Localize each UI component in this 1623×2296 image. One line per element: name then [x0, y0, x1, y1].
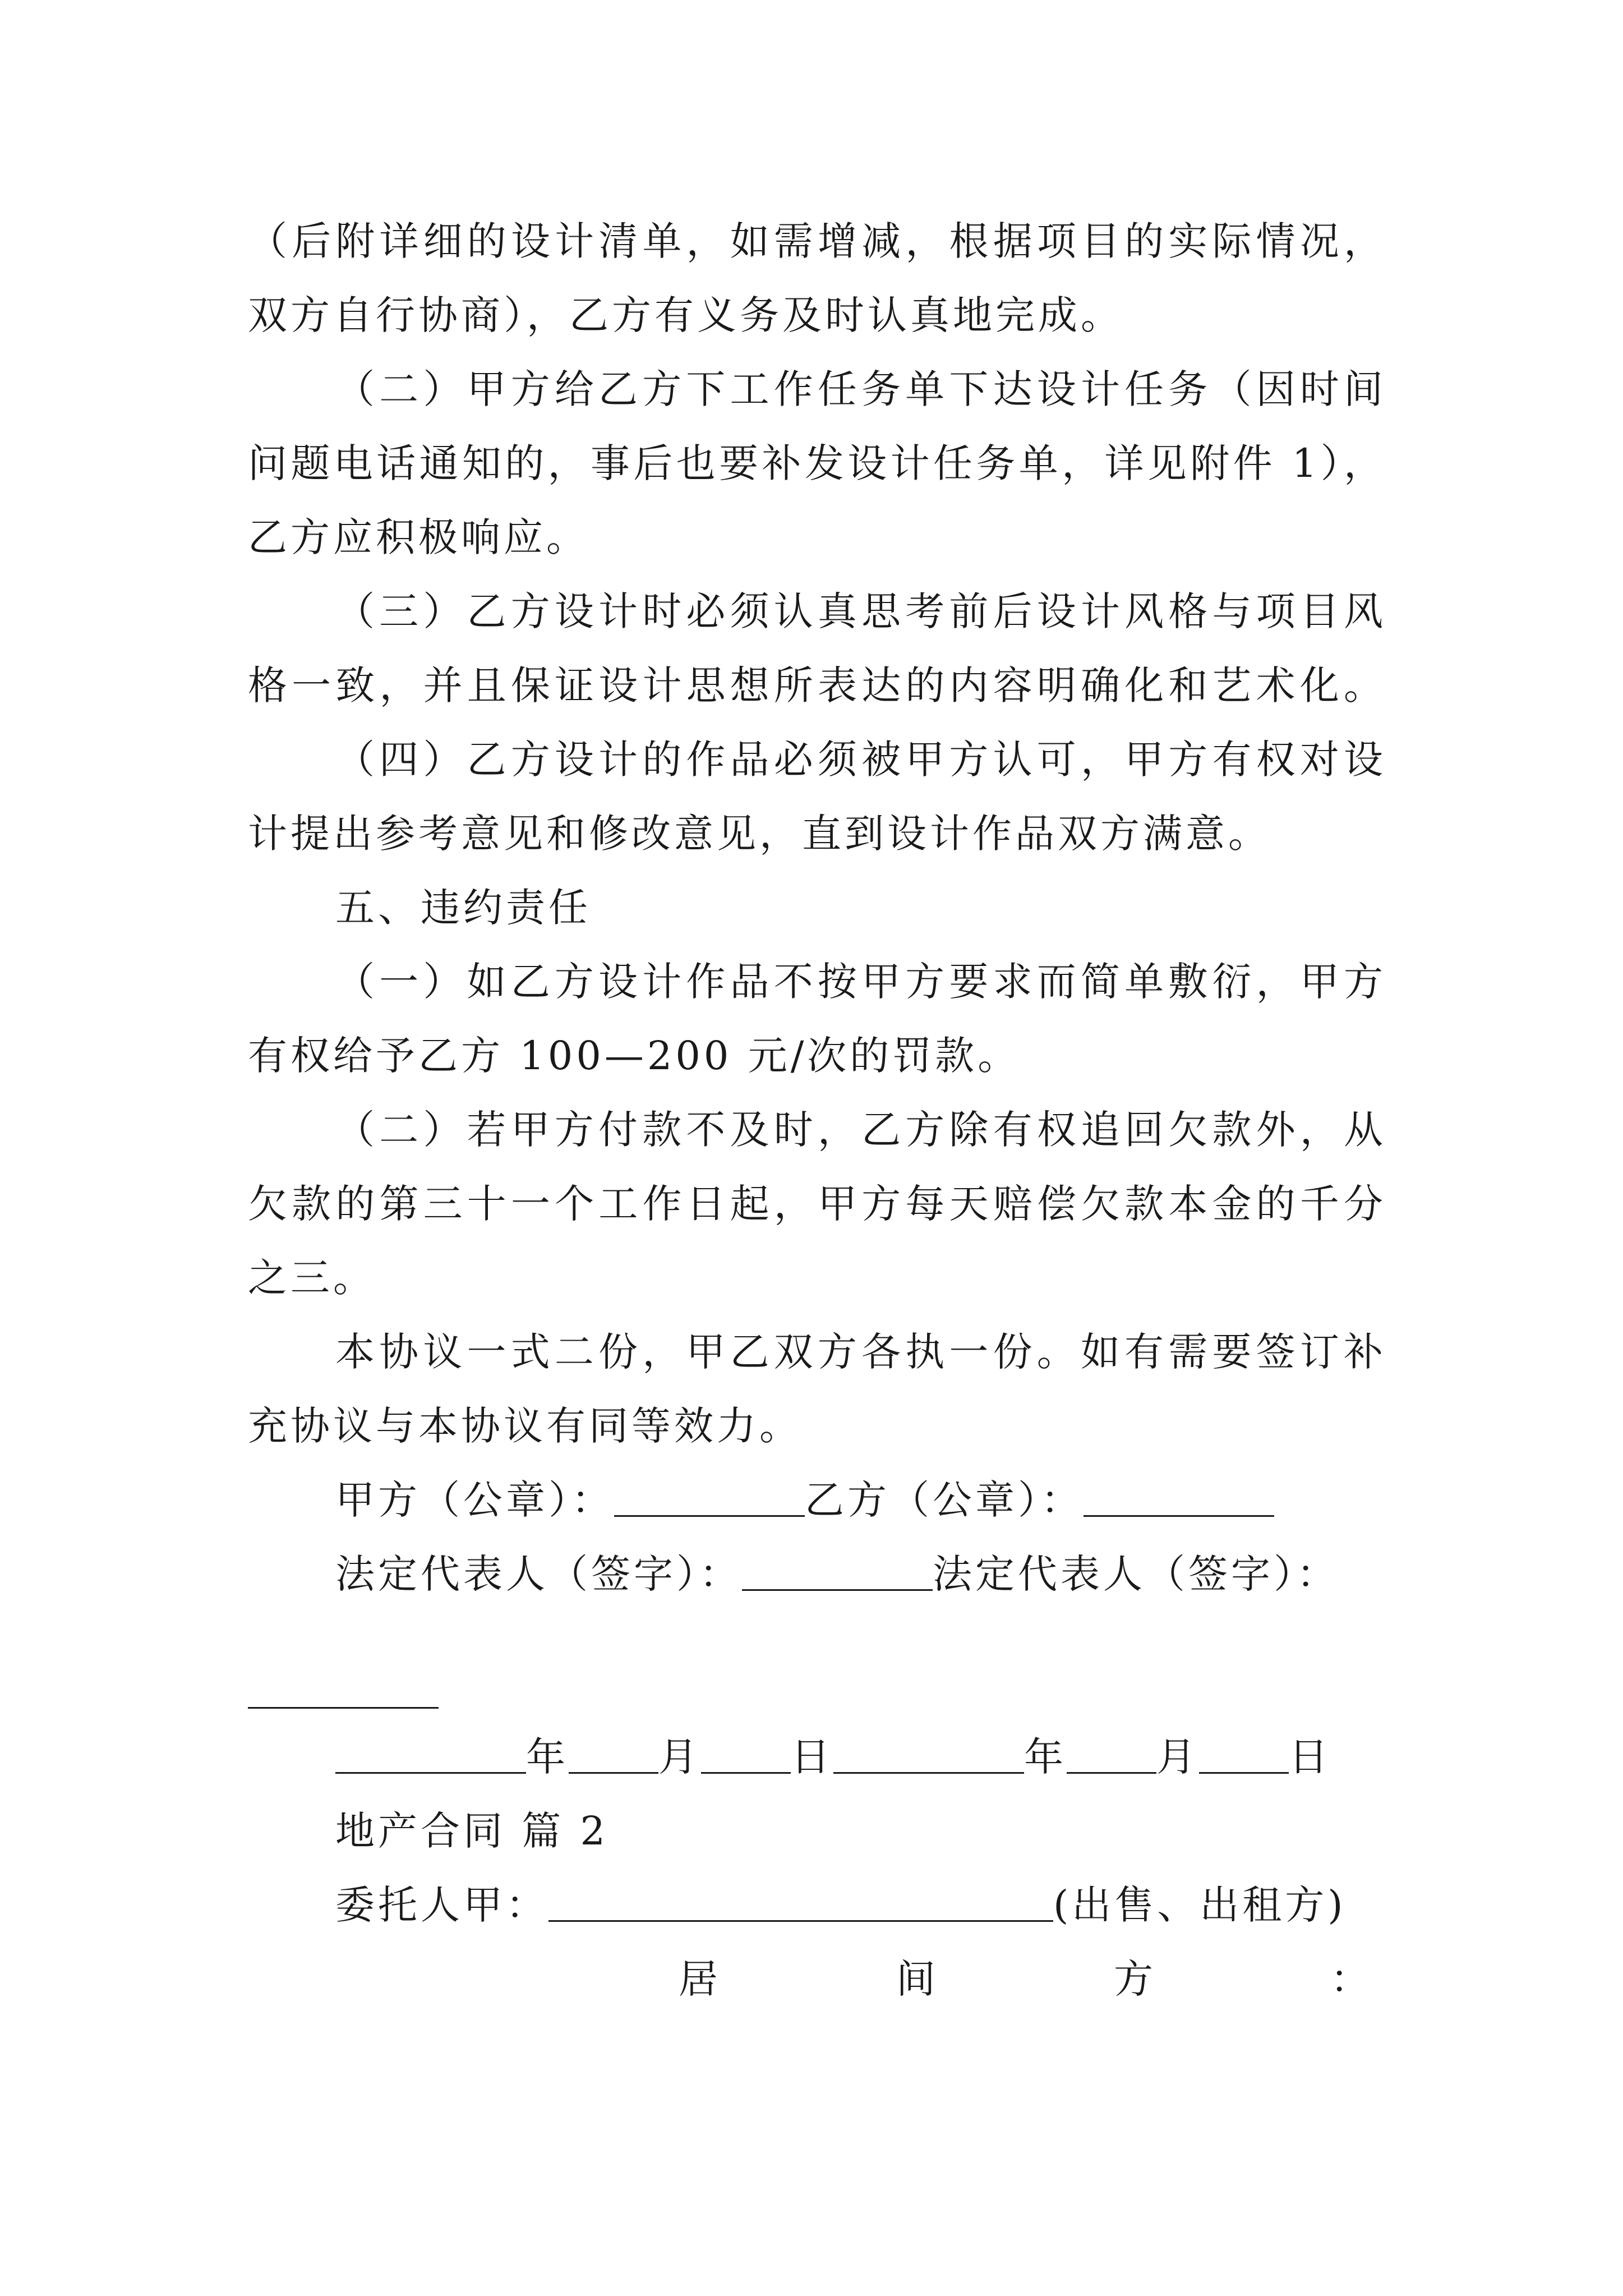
intermediary-char: 方	[1114, 1956, 1156, 2002]
paragraph-line: 乙方应积极响应。	[248, 514, 589, 560]
rep-a-blank	[742, 1553, 933, 1591]
rep-b-label: 法定代表人（签字）：	[933, 1551, 1339, 1597]
paragraph-line: 之三。	[248, 1255, 376, 1301]
party-b-seal-blank	[1083, 1479, 1274, 1517]
intermediary-char: ：	[1330, 1956, 1373, 2002]
principal-a-label: 委托人甲：	[335, 1882, 548, 1928]
paragraph-line: （二）若甲方付款不及时，乙方除有权追回欠款外，从	[335, 1107, 1386, 1153]
day-blank	[1199, 1736, 1289, 1774]
year-blank	[833, 1736, 1024, 1774]
principal-a-blank	[548, 1884, 1053, 1922]
rep-a-label: 法定代表人（签字）：	[335, 1551, 742, 1597]
seal-line	[335, 1472, 1386, 1528]
paragraph-line: 有权给予乙方 100—200 元/次的罚款。	[248, 1033, 1021, 1079]
date-line	[335, 1729, 1386, 1785]
intermediary-char: 间	[896, 1956, 939, 2002]
month-blank	[569, 1736, 658, 1774]
party-a-seal-blank	[614, 1479, 805, 1517]
day-label: 日	[791, 1734, 833, 1780]
principal-a-line	[335, 1877, 1386, 1933]
paragraph-line: 问题电话通知的，事后也要补发设计任务单，详见附件 1），	[248, 440, 1386, 486]
paragraph-line: 格一致，并且保证设计思想所表达的内容明确化和艺术化。	[248, 662, 1386, 708]
paragraph-line: （二）甲方给乙方下工作任务单下达设计任务（因时间	[335, 366, 1386, 412]
intermediary-line	[248, 1951, 1386, 2007]
paragraph-line: 充协议与本协议有同等效力。	[248, 1403, 802, 1449]
representative-line	[335, 1546, 1386, 1602]
day-blank	[701, 1736, 791, 1774]
rep-b-blank	[248, 1707, 439, 1709]
day-label: 日	[1289, 1734, 1331, 1780]
intermediary-char: 居	[679, 1956, 721, 2002]
paragraph-line: 本协议一式二份，甲乙双方各执一份。如有需要签订补	[335, 1329, 1386, 1375]
month-label: 月	[658, 1734, 701, 1780]
paragraph-line: （一）如乙方设计作品不按甲方要求而简单敷衍，甲方	[335, 959, 1386, 1005]
year-label: 年	[1024, 1734, 1067, 1780]
party-b-seal-label: 乙方（公章）：	[805, 1477, 1083, 1523]
section-heading: 五、违约责任	[335, 885, 591, 931]
year-label: 年	[526, 1734, 569, 1780]
paragraph-line: 计提出参考意见和修改意见，直到设计作品双方满意。	[248, 811, 1271, 857]
paragraph-line: 欠款的第三十一个工作日起，甲方每天赔偿欠款本金的千分	[248, 1181, 1386, 1227]
party-a-seal-label: 甲方（公章）：	[335, 1477, 614, 1523]
month-blank	[1067, 1736, 1156, 1774]
principal-a-role: (出售、出租方)	[1053, 1882, 1347, 1928]
section-title: 地产合同 篇 2	[335, 1808, 609, 1854]
paragraph-line: （三）乙方设计时必须认真思考前后设计风格与项目风	[335, 588, 1386, 634]
paragraph-line: （后附详细的设计清单，如需增减，根据项目的实际情况，	[248, 218, 1386, 264]
month-label: 月	[1156, 1734, 1199, 1780]
paragraph-line: （四）乙方设计的作品必须被甲方认可，甲方有权对设	[335, 737, 1386, 783]
year-blank	[335, 1736, 526, 1774]
paragraph-line: 双方自行协商），乙方有义务及时认真地完成。	[248, 292, 1123, 338]
